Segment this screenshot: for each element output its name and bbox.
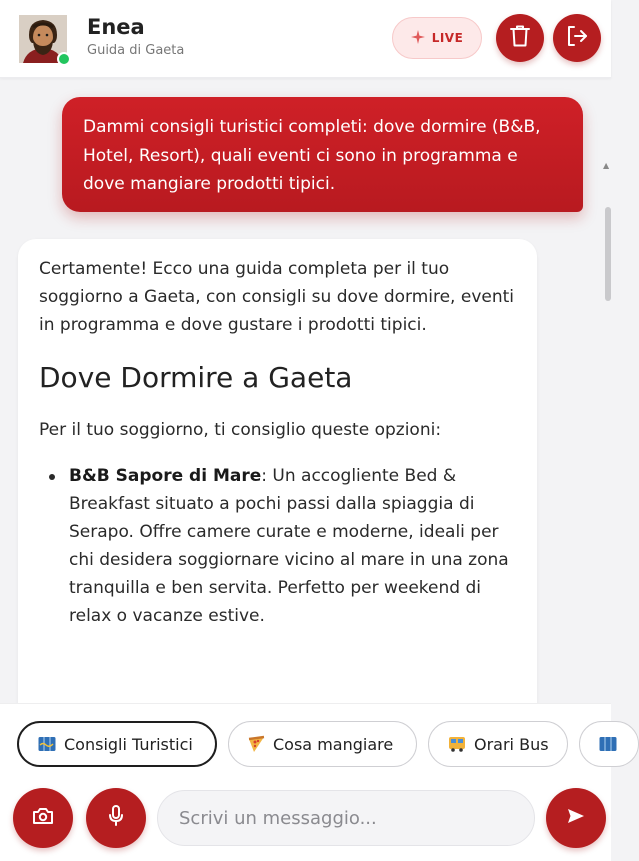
send-icon <box>567 808 585 828</box>
suggestion-chips <box>0 703 611 781</box>
microphone-button[interactable] <box>86 788 146 848</box>
assistant-intro: Certamente! Ecco una guida completa per il tuo soggiorno a Gaeta, con consigli su dove dormire, eventi in programma e dove gustare i prodotti tipici. <box>39 259 515 335</box>
pizza-icon <box>248 736 265 753</box>
chip-cosa-mangiare[interactable] <box>228 721 417 767</box>
logout-icon <box>565 24 589 52</box>
scroll-up-arrow-icon[interactable]: ▲ <box>603 161 610 170</box>
assistant-message-bubble <box>18 239 537 759</box>
chip-more[interactable] <box>579 721 639 767</box>
accommodation-list <box>39 462 517 630</box>
send-button[interactable] <box>546 788 606 848</box>
sparkle-icon <box>411 30 425 47</box>
chip-orari-bus[interactable] <box>428 721 568 767</box>
camera-icon <box>32 806 54 830</box>
list-item <box>69 462 517 630</box>
list-item-text: : Un accogliente Bed & Breakfast situato a pochi passi dalla spiaggia di Serapo. Offre camere curate e moderne, ideali per chi desidera soggiornare vicino al mare in una zona tranquilla e ben servita. Perfetto per weekend di relax o vacanze estive. <box>69 466 509 626</box>
chip-label: Orari Bus <box>474 734 549 754</box>
bullet <box>49 474 55 480</box>
assistant-heading: Dove Dormire a Gaeta <box>39 361 353 394</box>
assistant-lead: Per il tuo soggiorno, ti consiglio queste opzioni: <box>39 420 442 440</box>
assistant-subtitle: Guida di Gaeta <box>87 43 185 58</box>
chip-label: Consigli Turistici <box>64 734 193 754</box>
delete-chat-button[interactable] <box>496 14 544 62</box>
bus-icon <box>448 736 466 752</box>
chat-messages[interactable] <box>0 79 611 703</box>
camera-button[interactable] <box>13 788 73 848</box>
list-item-title: B&B Sapore di Mare <box>69 466 262 486</box>
chip-label: Cosa mangiare <box>273 734 394 754</box>
online-status-dot <box>57 52 71 66</box>
logout-button[interactable] <box>553 14 601 62</box>
chat-header <box>0 0 611 78</box>
map-icon <box>599 736 617 752</box>
message-input[interactable] <box>157 790 535 846</box>
chat-scrollbar[interactable] <box>605 207 611 301</box>
microphone-icon <box>107 804 125 832</box>
trash-icon <box>509 24 531 52</box>
chip-consigli-turistici[interactable] <box>17 721 217 767</box>
user-message-text: Dammi consigli turistici completi: dove dormire (B&B, Hotel, Resort), quali eventi ci sono in programma e dove mangiare prodotti tipici. <box>83 117 541 194</box>
assistant-name: Enea <box>87 15 145 39</box>
live-button[interactable] <box>392 17 482 59</box>
message-composer <box>0 781 611 861</box>
live-label: LIVE <box>431 31 464 45</box>
map-icon <box>38 736 56 752</box>
user-message-bubble <box>62 97 583 212</box>
